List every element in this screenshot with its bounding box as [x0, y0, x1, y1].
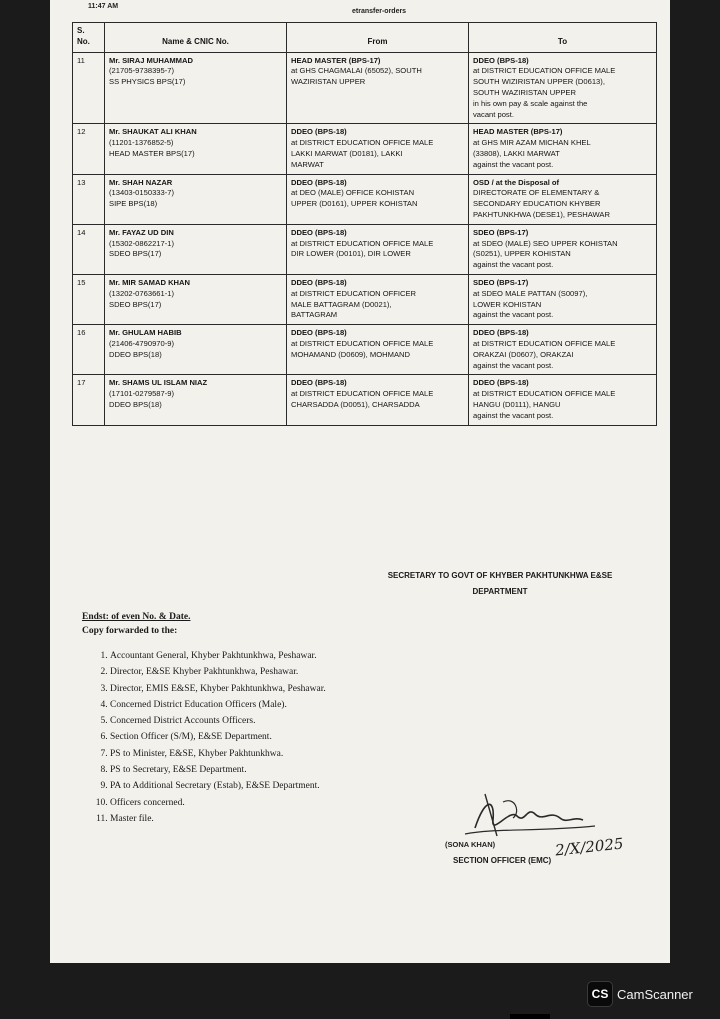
- table-row: [73, 124, 657, 174]
- to-line: ORAKZAI (D0607), ORAKZAI: [473, 349, 574, 359]
- from-line: MALE BATTAGRAM (D0021),: [291, 299, 392, 309]
- camscanner-logo-icon: CS: [587, 981, 613, 1007]
- to-line: at GHS MIR AZAM MICHAN KHEL: [473, 138, 591, 148]
- cell-to: [469, 174, 657, 224]
- name-line: HEAD MASTER BPS(17): [109, 148, 195, 158]
- name-line: (21406-4790970-9): [109, 338, 175, 348]
- cell-from: [287, 325, 469, 375]
- cell-name: [105, 274, 287, 324]
- cell-to: [469, 224, 657, 274]
- to-line: against the vacant post.: [473, 159, 554, 169]
- cell-name: [105, 174, 287, 224]
- to-line: DDEO (BPS-18): [473, 328, 529, 338]
- copy-forward-line: Copy forwarded to the:: [82, 626, 178, 636]
- cell-from: [287, 52, 469, 124]
- name-line: (21705-9738395-7): [109, 66, 175, 76]
- cell-to: [469, 375, 657, 425]
- from-line: at DISTRICT EDUCATION OFFICE MALE: [291, 238, 434, 248]
- to-line: SOUTH WAZIRISTAN UPPER: [473, 87, 576, 97]
- print-time: 11:47 AM: [88, 3, 119, 10]
- table-header-row: [73, 23, 657, 53]
- from-line: at DISTRICT EDUCATION OFFICE MALE: [291, 389, 434, 399]
- cell-sno: 17: [73, 375, 105, 425]
- to-line: against the vacant post.: [473, 260, 554, 270]
- to-line: against the vacant post.: [473, 360, 554, 370]
- to-line: DDEO (BPS-18): [473, 55, 529, 65]
- table-row: [73, 375, 657, 425]
- from-line: at DISTRICT EDUCATION OFFICE MALE: [291, 338, 434, 348]
- from-line: HEAD MASTER (BPS-17): [291, 55, 381, 65]
- to-line: (S0251), UPPER KOHISTAN: [473, 249, 571, 259]
- from-line: DDEO (BPS-18): [291, 277, 347, 287]
- to-line: in his own pay & scale against the: [473, 98, 588, 108]
- list-item: 7. PS to Minister, E&SE, Khyber Pakhtunkhwa.: [110, 746, 326, 762]
- name-line: Mr. SHAUKAT ALI KHAN: [109, 127, 197, 137]
- to-line: against the vacant post.: [473, 410, 554, 420]
- handwritten-date: 2/X/2025: [554, 834, 625, 860]
- to-line: (33808), LAKKI MARWAT: [473, 148, 560, 158]
- cell-sno: 12: [73, 124, 105, 174]
- from-line: at DISTRICT EDUCATION OFFICE MALE: [291, 138, 434, 148]
- to-line: PAKHTUNKHWA (DESE1), PESHAWAR: [473, 209, 610, 219]
- from-line: DDEO (BPS-18): [291, 227, 347, 237]
- document-page: [50, 0, 670, 963]
- table-row: [73, 224, 657, 274]
- list-item: 1. Accountant General, Khyber Pakhtunkhwa, Peshawar.: [110, 648, 326, 664]
- cell-to: [469, 325, 657, 375]
- name-line: (11201-1376852-5): [109, 138, 174, 148]
- to-line: LOWER KOHISTAN: [473, 299, 542, 309]
- header-to: To: [469, 23, 657, 53]
- from-line: DDEO (BPS-18): [291, 328, 347, 338]
- cell-name: [105, 124, 287, 174]
- cell-from: [287, 124, 469, 174]
- cell-name: [105, 325, 287, 375]
- to-line: against the vacant post.: [473, 310, 554, 320]
- cell-sno: 15: [73, 274, 105, 324]
- cell-sno: 11: [73, 52, 105, 124]
- cell-to: [469, 274, 657, 324]
- name-line: DDEO BPS(18): [109, 399, 162, 409]
- list-item: 2. Director, E&SE Khyber Pakhtunkhwa, Peshawar.: [110, 664, 326, 680]
- to-line: SDEO (BPS-17): [473, 277, 529, 287]
- cell-from: [287, 274, 469, 324]
- to-line: at DISTRICT EDUCATION OFFICE MALE: [473, 338, 616, 348]
- to-line: at SDEO (MALE) SEO UPPER KOHISTAN: [473, 238, 618, 248]
- list-item: 5. Concerned District Accounts Officers.: [110, 713, 326, 729]
- name-line: Mr. SHAH NAZAR: [109, 177, 173, 187]
- list-item: 8. PS to Secretary, E&SE Department.: [110, 762, 326, 778]
- to-line: DIRECTORATE OF ELEMENTARY &: [473, 188, 600, 198]
- from-line: MOHAMAND (D0609), MOHMAND: [291, 349, 410, 359]
- transfer-orders-table: [72, 22, 657, 426]
- to-line: at DISTRICT EDUCATION OFFICE MALE: [473, 389, 616, 399]
- name-line: (13202-0763661-1): [109, 288, 175, 298]
- header-name: Name & CNIC No.: [105, 23, 287, 53]
- to-line: SDEO (BPS-17): [473, 227, 529, 237]
- signatory-name: (SONA KHAN): [445, 840, 496, 849]
- name-line: Mr. SIRAJ MUHAMMAD: [109, 55, 193, 65]
- name-line: (17101-0279587-9): [109, 389, 175, 399]
- from-line: DDEO (BPS-18): [291, 378, 347, 388]
- name-line: (13403-0150333-7): [109, 188, 175, 198]
- cell-from: [287, 174, 469, 224]
- to-line: SECONDARY EDUCATION KHYBER: [473, 199, 601, 209]
- to-line: OSD / at the Disposal of: [473, 177, 560, 187]
- from-line: MARWAT: [291, 159, 324, 169]
- cell-sno: 13: [73, 174, 105, 224]
- name-line: DDEO BPS(18): [109, 349, 162, 359]
- to-line: at DISTRICT EDUCATION OFFICE MALE: [473, 66, 616, 76]
- endorsement-heading: Endst: of even No. & Date.: [82, 612, 191, 622]
- from-line: DDEO (BPS-18): [291, 177, 347, 187]
- table-row: [73, 325, 657, 375]
- header-sno: S. No.: [73, 23, 105, 53]
- to-line: HANGU (D0111), HANGU: [473, 399, 561, 409]
- to-line: DDEO (BPS-18): [473, 378, 529, 388]
- list-item: 10. Officers concerned.: [110, 795, 326, 811]
- from-line: DIR LOWER (D0101), DIR LOWER: [291, 249, 411, 259]
- cell-name: [105, 375, 287, 425]
- from-line: UPPER (D0161), UPPER KOHISTAN: [291, 199, 418, 209]
- from-line: CHARSADDA (D0051), CHARSADDA: [291, 399, 420, 409]
- from-line: LAKKI MARWAT (D0181), LAKKI: [291, 148, 403, 158]
- to-line: HEAD MASTER (BPS-17): [473, 127, 563, 137]
- cell-sno: 16: [73, 325, 105, 375]
- cell-sno: 14: [73, 224, 105, 274]
- from-line: BATTAGRAM: [291, 310, 338, 320]
- name-line: (15302-0862217-1): [109, 238, 175, 248]
- secretary-signature-block: SECRETARY TO GOVT OF KHYBER PAKHTUNKHWA E&SE DEPARTMENT: [387, 571, 613, 596]
- from-line: at DISTRICT EDUCATION OFFICER: [291, 288, 417, 298]
- list-item: 9. PA to Additional Secretary (Estab), E&SE Department.: [110, 778, 326, 794]
- name-line: SDEO BPS(17): [109, 299, 162, 309]
- cell-name: [105, 224, 287, 274]
- copy-recipient-list: [82, 648, 326, 827]
- name-line: Mr. MIR SAMAD KHAN: [109, 277, 190, 287]
- name-line: SS PHYSICS BPS(17): [109, 77, 186, 87]
- list-item: 4. Concerned District Education Officers (Male).: [110, 697, 326, 713]
- name-line: Mr. SHAMS UL ISLAM NIAZ: [109, 378, 208, 388]
- to-line: SOUTH WIZIRISTAN UPPER (D0613),: [473, 77, 605, 87]
- table-row: [73, 274, 657, 324]
- header-from: From: [287, 23, 469, 53]
- from-line: at GHS CHAGMALAI (65052), SOUTH: [291, 66, 422, 76]
- cell-name: [105, 52, 287, 124]
- cell-from: [287, 375, 469, 425]
- from-line: at DEO (MALE) OFFICE KOHISTAN: [291, 188, 415, 198]
- endorsement-block: [82, 610, 190, 638]
- list-item: 11. Master file.: [110, 811, 326, 827]
- to-line: at SDEO MALE PATTAN (S0097),: [473, 288, 588, 298]
- from-line: DDEO (BPS-18): [291, 127, 347, 137]
- signatory-title: SECTION OFFICER (EMC): [453, 856, 552, 865]
- name-line: SIPE BPS(18): [109, 199, 158, 209]
- name-line: Mr. GHULAM HABIB: [109, 328, 182, 338]
- list-item: 6. Section Officer (S/M), E&SE Department.: [110, 729, 326, 745]
- cell-to: [469, 52, 657, 124]
- to-line: vacant post.: [473, 109, 514, 119]
- cell-from: [287, 224, 469, 274]
- table-row: [73, 52, 657, 124]
- name-line: Mr. FAYAZ UD DIN: [109, 227, 174, 237]
- list-item: 3. Director, EMIS E&SE, Khyber Pakhtunkhwa, Peshawar.: [110, 681, 326, 697]
- print-title: etransfer-orders: [352, 8, 407, 15]
- cell-to: [469, 124, 657, 174]
- camscanner-label: CamScanner: [617, 986, 693, 1002]
- table-row: [73, 174, 657, 224]
- bottom-edge-bar: [510, 1014, 550, 1019]
- camscanner-watermark: [587, 981, 693, 1007]
- name-line: SDEO BPS(17): [109, 249, 162, 259]
- from-line: WAZIRISTAN UPPER: [291, 77, 366, 87]
